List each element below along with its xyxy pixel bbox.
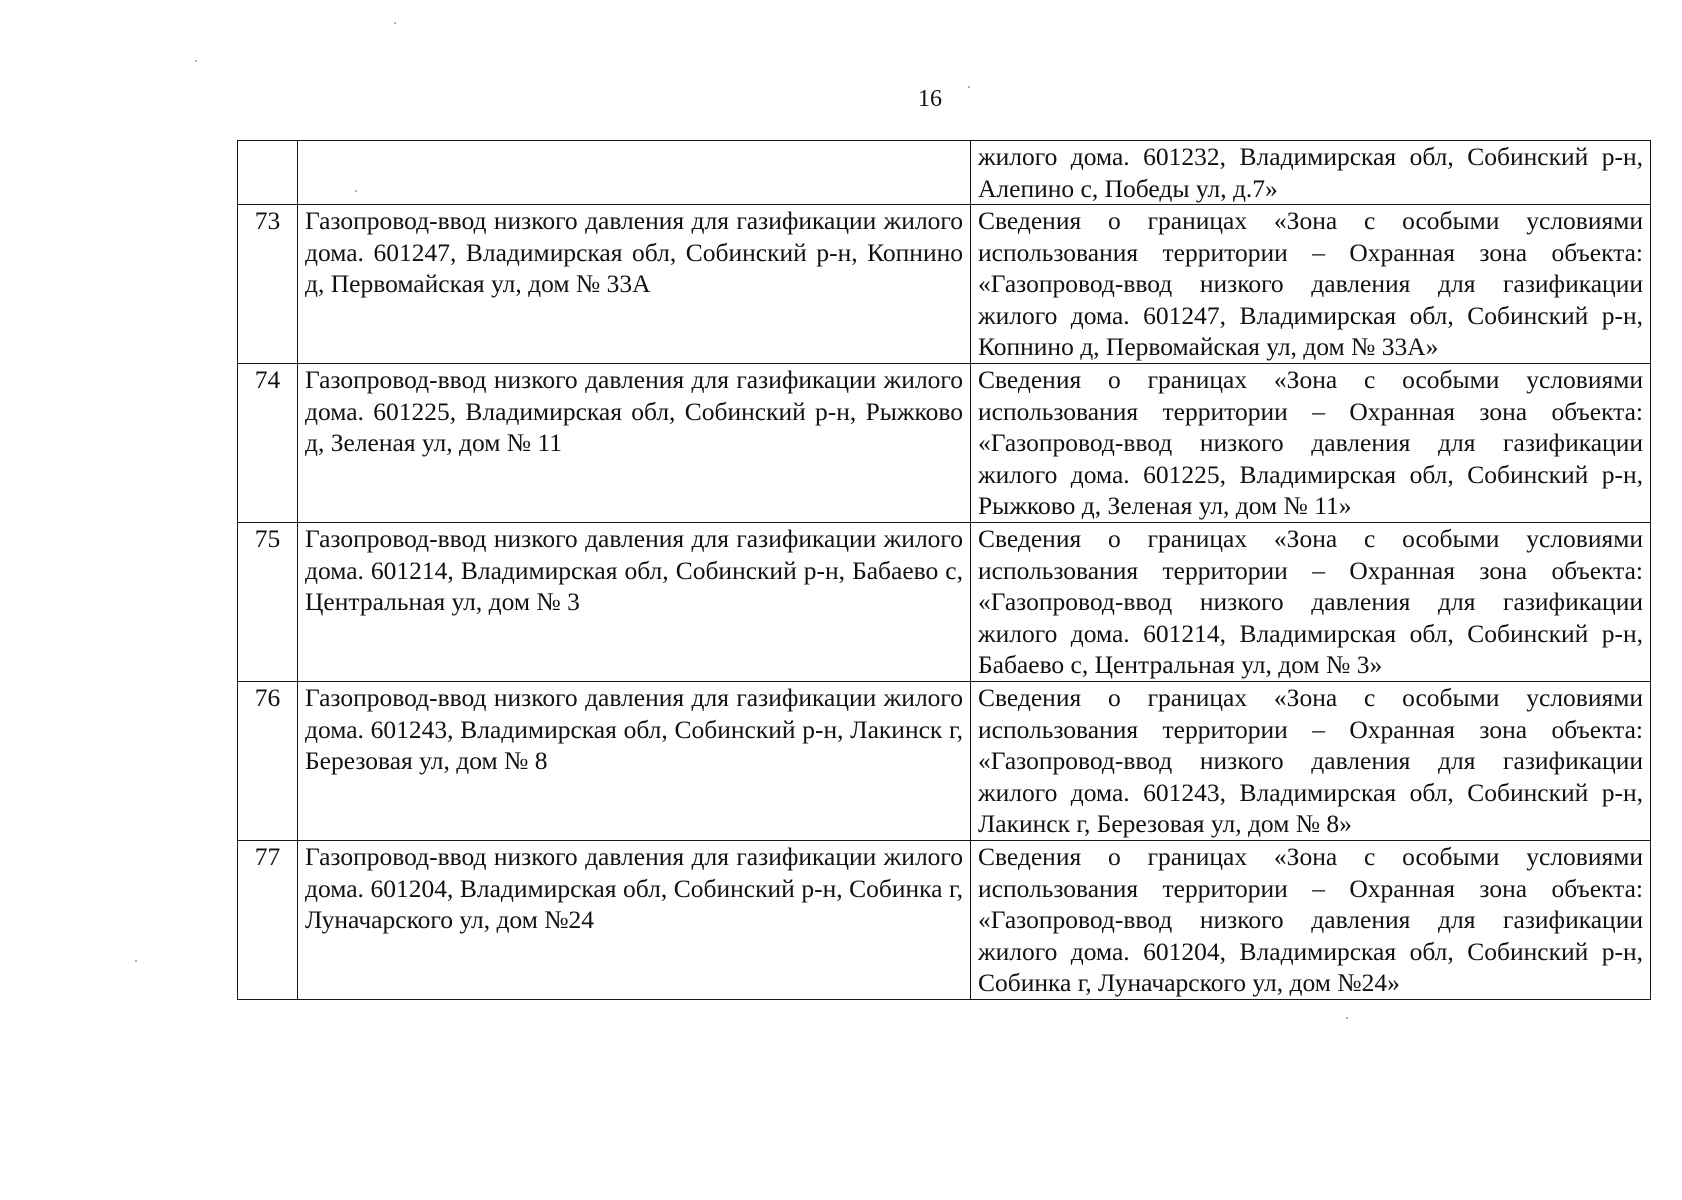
object-name-cell: Газопровод-ввод низкого давления для газификации жилого дома. 601214, Владимирская обл, Собинский р-н, Бабаево с, Центральная ул, дом № 3 [298, 523, 971, 682]
table-row [238, 205, 1651, 364]
row-number-cell: 73 [238, 205, 298, 364]
zone-info-cell: Сведения о границах «Зона с особыми условиями использования территории – Охранная зона объекта: «Газопровод-ввод низкого давления для газификации жилого дома. 601225, Владимирская обл, Собинский р-н, Рыжково д, Зеленая ул, дом № 11» [971, 364, 1651, 523]
row-number-cell [238, 141, 298, 205]
table-row-continuation [238, 141, 1651, 205]
scan-speck [195, 60, 197, 62]
scan-speck [968, 86, 970, 88]
scan-speck [355, 190, 357, 192]
object-name-cell: Газопровод-ввод низкого давления для газификации жилого дома. 601243, Владимирская обл, Собинский р-н, Лакинск г, Березовая ул, дом № 8 [298, 682, 971, 841]
scan-speck [135, 960, 137, 962]
table-row [238, 523, 1651, 682]
page-number: 16 [918, 86, 942, 112]
table-row [238, 682, 1651, 841]
zone-records-table [237, 140, 1651, 1000]
row-number-cell: 74 [238, 364, 298, 523]
zone-info-cell: Сведения о границах «Зона с особыми условиями использования территории – Охранная зона объекта: «Газопровод-ввод низкого давления для газификации жилого дома. 601204, Владимирская обл, Собинский р-н, Собинка г, Луначарского ул, дом №24» [971, 841, 1651, 1000]
object-name-cell: Газопровод-ввод низкого давления для газификации жилого дома. 601247, Владимирская обл, Собинский р-н, Копнино д, Первомайская ул, дом № 33А [298, 205, 971, 364]
object-name-cell [298, 141, 971, 205]
zone-info-cell: Сведения о границах «Зона с особыми условиями использования территории – Охранная зона объекта: «Газопровод-ввод низкого давления для газификации жилого дома. 601214, Владимирская обл, Собинский р-н, Бабаево с, Центральная ул, дом № 3» [971, 523, 1651, 682]
object-name-cell: Газопровод-ввод низкого давления для газификации жилого дома. 601204, Владимирская обл, Собинский р-н, Собинка г, Луначарского ул, дом №24 [298, 841, 971, 1000]
zone-info-cell: жилого дома. 601232, Владимирская обл, Собинский р-н, Алепино с, Победы ул, д.7» [971, 141, 1651, 205]
object-name-cell: Газопровод-ввод низкого давления для газификации жилого дома. 601225, Владимирская обл, Собинский р-н, Рыжково д, Зеленая ул, дом № 11 [298, 364, 971, 523]
scan-speck [1346, 1017, 1348, 1019]
zone-info-cell: Сведения о границах «Зона с особыми условиями использования территории – Охранная зона объекта: «Газопровод-ввод низкого давления для газификации жилого дома. 601247, Владимирская обл, Собинский р-н, Копнино д, Первомайская ул, дом № 33А» [971, 205, 1651, 364]
row-number-cell: 77 [238, 841, 298, 1000]
zone-info-cell: Сведения о границах «Зона с особыми условиями использования территории – Охранная зона объекта: «Газопровод-ввод низкого давления для газификации жилого дома. 601243, Владимирская обл, Собинский р-н, Лакинск г, Березовая ул, дом № 8» [971, 682, 1651, 841]
scan-speck [394, 22, 396, 24]
table-row [238, 841, 1651, 1000]
row-number-cell: 76 [238, 682, 298, 841]
row-number-cell: 75 [238, 523, 298, 682]
table-row [238, 364, 1651, 523]
